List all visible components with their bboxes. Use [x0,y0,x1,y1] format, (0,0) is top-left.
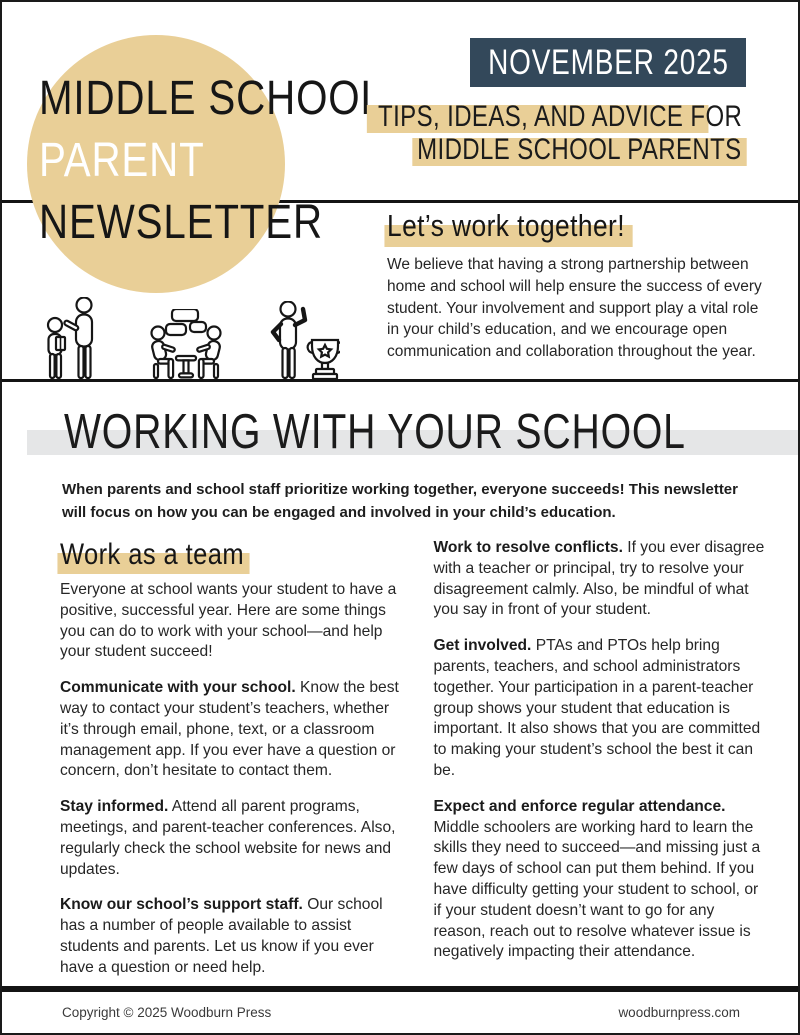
masthead [2,2,798,382]
tagline [287,100,742,166]
paragraph-body: PTAs and PTOs help bring parents, teachers, and school administrators together. Your participation in a parent-teacher group shows your student that education is important. It also shows that you are committed to making your student’s school the best it can be. [433,637,761,779]
page-footer [2,986,798,1033]
paragraph-body: Attend all parent programs, meetings, and parent-teacher conferences. Also, regularly check the school website for news and updates. [60,798,396,878]
left-column-heading: Work as a team [60,538,245,571]
article-paragraph [433,636,768,782]
parent-and-student-icon [42,297,106,379]
lets-work-heading: Let’s work together! [387,208,625,243]
illustration-row [42,297,340,379]
parent-teacher-discussion-icon [146,309,226,379]
lets-work-body: We believe that having a strong partnership between home and school will help ensure the success of every student. Your involvement and support play a vital role in your child’s education, and we encourage open communication and collaboration throughout the year. [387,256,762,361]
paragraph-body: Know the best way to contact your student’s teachers, whether it’s through email, phone, text, or a classroom management app. If you ever have a question or concern, don’t hesitate to contact them. [60,679,399,780]
tagline-line-1: TIPS, IDEAS, AND ADVICE FOR [377,100,742,133]
paragraph-lead: Stay informed. [60,798,169,816]
title-line-3: NEWSLETTER [39,196,323,249]
copyright-text: Copyright © 2025 Woodburn Press [62,1005,272,1020]
right-column [433,538,768,994]
title-line-2: PARENT [39,134,205,187]
section-title: WORKING WITH YOUR SCHOOL [64,405,686,459]
paragraph-body: If you ever disagree with a teacher or principal, try to resolve your disagreement calmly. Also, be mindful of what you say in front of your student. [433,539,765,619]
tagline-line-2: MIDDLE SCHOOL PARENTS [417,133,742,166]
left-column [60,538,401,994]
section-header [2,406,798,464]
paragraph-lead: Work to resolve conflicts. [433,539,623,556]
paragraph-lead: Expect and enforce regular attendance. [433,797,726,815]
title-line-1: MIDDLE SCHOOL [39,72,384,125]
article-paragraph [433,797,768,963]
article-lede: When parents and school staff prioritize working together, everyone succeeds! This newsletter will focus on how you can be engaged and involved in your child’s education. [62,481,738,521]
issue-date-text: NOVEMBER 2025 [487,42,729,82]
lets-work-together-section [387,208,769,363]
paragraph-body: Our school has a number of people available to assist students and parents. Let us know if you ever have a question or need help. [60,896,383,976]
issue-date-banner [470,38,746,87]
publisher-website: woodburnpress.com [618,1005,740,1020]
student-with-trophy-icon [266,301,340,379]
article-paragraph [60,797,401,880]
paragraph-lead: Get involved. [433,637,532,655]
article-paragraph [60,678,401,782]
paragraph-lead: Communicate with your school. [60,679,296,697]
left-column-intro: Everyone at school wants your student to have a positive, successful year. Here are some things you can do to work with your school—and help your student succeed! [60,581,397,661]
paragraph-lead: Know our school’s support staff. [60,896,303,914]
article-columns [60,538,768,994]
article-paragraph [60,895,401,978]
paragraph-body: Middle schoolers are working hard to learn the skills they need to succeed—and missing just a few days of school can put them behind. If you have difficulty getting your student to school, or if your student doesn’t want to go for any reason, reach out to resolve whatever issue is negatively impacting their attendance. [433,818,761,961]
article-paragraph [433,538,768,621]
